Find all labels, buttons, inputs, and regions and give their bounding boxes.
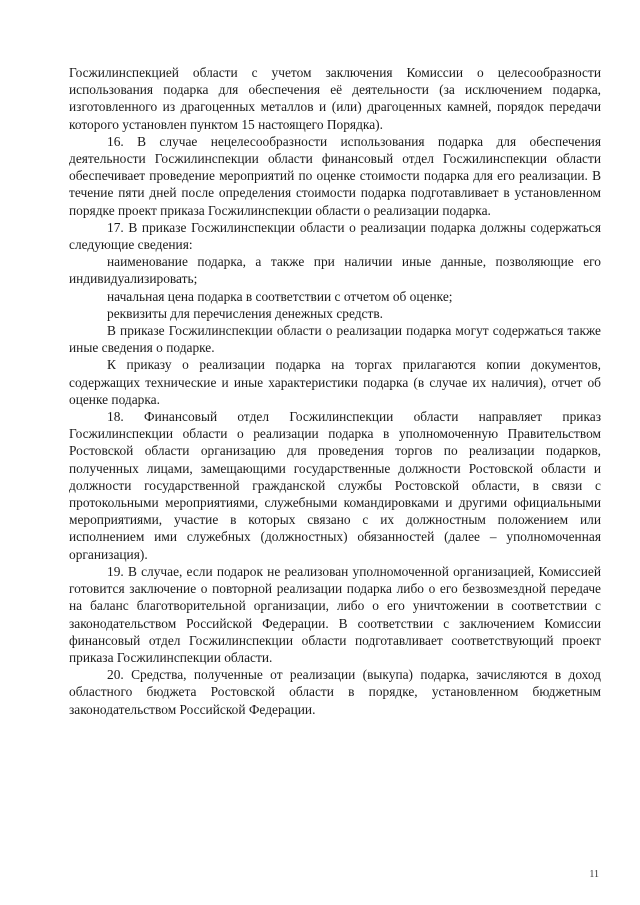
paragraph-17-item-price: начальная цена подарка в соответствии с отчетом об оценке; [107,288,453,304]
page-number: 11 [589,869,599,880]
paragraph-continuation: Госжилинспекцией области с учетом заключения Комиссии о целесообразности использования подарка для обеспечения её деятельности (за исключением подарка, изготовленного из драгоценных металлов и (или) драгоценных камней, порядок передачи которого установлен пунктом 15 настоящего Порядка). [69,65,601,132]
paragraph-17-item-name: наименование подарка, а также при наличии иные данные, позволяющие его индивидуализировать; [69,254,601,287]
paragraph-19: 19. В случае, если подарок не реализован уполномоченной организацией, Комиссией готовится заключение о повторной реализации подарка либо о его безвозмездной передаче на баланс благотворительной организации, либо о его уничтожении в соответствии с законодательством Российской Федерации. В соответствии с заключением Комиссии финансовый отдел Госжилинспекции области подготавливает соответствующий проект приказа Госжилинспекции области. [69,563,601,665]
paragraph-17-item-requisites: реквизиты для перечисления денежных средств. [107,305,384,321]
paragraph-18: 18. Финансовый отдел Госжилинспекции области направляет приказ Госжилинспекции области о реализации подарка в уполномоченную Правительством Ростовской области организацию для проведения торгов по реализации подарков, полученных лицами, замещающими государственные должности Ростовской области и должности государственной гражданской службы Ростовской области, в связи с протокольными мероприятиями, служебными командировками и другими официальными мероприятиями, участие в которых связано с их должностным положением или исполнением ими служебных (должностных) обязанностей (далее – уполномоченная организация). [69,409,601,562]
paragraph-17: 17. В приказе Госжилинспекции области о реализации подарка должны содержаться следующие сведения: [69,219,601,253]
document-body [69,64,601,718]
paragraph-17-other-info: В приказе Госжилинспекции области о реализации подарка могут содержаться также иные сведения о подарке. [69,323,601,356]
paragraph-16: 16. В случае нецелесообразности использования подарка для обеспечения деятельности Госжилинспекции области финансовый отдел Госжилинспекции области обеспечивает проведение мероприятий по оценке стоимости подарка для его реализации. В течение пяти дней после определения стоимости подарка подготавливает в установленном порядке проект приказа Госжилинспекции области о реализации подарка. [69,133,601,218]
paragraph-17-attachments: К приказу о реализации подарка на торгах прилагаются копии документов, содержащих технические и иные характеристики подарка (в случае их наличия), отчет об оценке подарка. [69,357,601,407]
paragraph-20: 20. Средства, полученные от реализации (выкупа) подарка, зачисляются в доход областного бюджета Ростовской области в порядке, установленном бюджетным законодательством Российской Федерации. [69,667,601,717]
